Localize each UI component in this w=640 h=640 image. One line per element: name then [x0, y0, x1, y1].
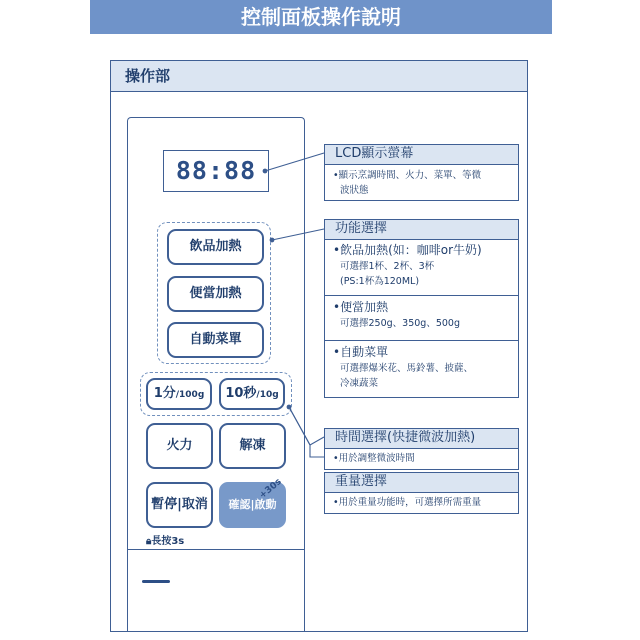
bento-desc-line1: 可選擇250g、350g、500g	[340, 318, 460, 329]
lock-icon: 🔒︎	[146, 536, 152, 547]
lcd-callout-title: LCD顯示螢幕	[324, 144, 519, 165]
time-callout-title: 時間選擇(快捷微波加熱)	[324, 428, 519, 449]
function-callout-title: 功能選擇	[324, 219, 519, 240]
one-minute-unit: /100g	[175, 390, 205, 400]
ten-second-unit: /10g	[256, 390, 279, 400]
auto-menu-desc-title: •自動菜單	[333, 345, 389, 359]
time-callout-body: •用於調整微波時間	[324, 448, 519, 470]
weight-callout-title: 重量選擇	[324, 472, 519, 493]
bento-desc-title: •便當加熱	[333, 300, 389, 314]
weight-callout-body: •用於重量功能時，可選擇所需重量	[324, 492, 519, 514]
auto-menu-desc-line2: 冷凍蔬菜	[340, 378, 379, 389]
lcd-display: 88:88	[163, 150, 269, 192]
plus-30s-badge: +30s	[257, 476, 284, 502]
ten-second-label: 10秒	[225, 386, 257, 401]
beverage-desc-line1: 可選擇1杯、2杯、3杯	[340, 261, 435, 272]
beverage-desc	[324, 239, 519, 296]
lcd-desc-line2: 波狀態	[340, 185, 369, 196]
page-banner: 控制面板操作說明	[90, 0, 552, 34]
lock-note-text: 長按3s	[151, 536, 185, 547]
section-title: 操作部	[111, 61, 527, 92]
auto-menu-button[interactable]: 自動菜單	[167, 322, 264, 358]
beverage-heat-button[interactable]: 飲品加熱	[167, 229, 264, 265]
auto-menu-desc-line1: 可選擇爆米花、馬鈴薯、披薩、	[340, 363, 474, 374]
bento-heat-button[interactable]: 便當加熱	[167, 276, 264, 312]
confirm-start-button[interactable]: 確認|啟動	[219, 482, 286, 528]
beverage-desc-line2: (PS:1杯為120ML)	[340, 276, 420, 287]
pause-cancel-button[interactable]: 暫停|取消	[146, 482, 213, 528]
one-minute-label: 1分	[153, 386, 176, 401]
beverage-desc-title: •飲品加熱(如：咖啡or牛奶)	[333, 243, 482, 257]
auto-menu-desc	[324, 340, 519, 398]
bento-desc	[324, 295, 519, 341]
lcd-callout-body	[324, 164, 519, 201]
defrost-button[interactable]: 解凍	[219, 423, 286, 469]
power-button[interactable]: 火力	[146, 423, 213, 469]
lcd-desc-line1: •顯示烹調時間、火力、菜單、等微	[333, 170, 482, 181]
